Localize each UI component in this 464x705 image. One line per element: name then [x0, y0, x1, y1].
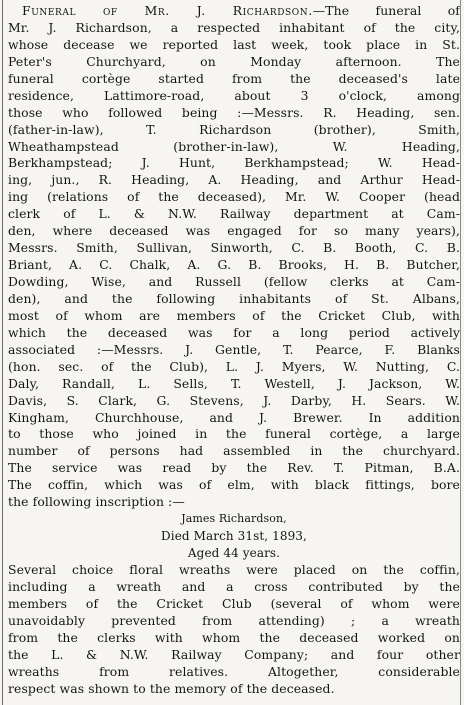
article-line: associated :—Messrs. J. Gentle, T. Pearce, F. Blanks — [8, 341, 460, 357]
inscription-age: Aged 44 years. — [187, 546, 281, 560]
article-line: Mr. J. Richardson, a respected inhabitant of the city, — [8, 19, 460, 35]
article-line: Dowding, Wise, and Russell (fellow clerks at Cam- — [8, 274, 460, 289]
article-line: Briant, A. C. Chalk, A. G. B. Brooks, H. B. Butcher, — [8, 257, 460, 273]
article-line: which the deceased was for a long period actively — [8, 324, 460, 340]
article-line: unavoidably prevented from attending) ; a wreath — [8, 612, 460, 628]
article-first-line — [8, 3, 460, 20]
inscription-date: Died March 31st, 1893, — [161, 529, 307, 544]
column-rule-right — [460, 0, 461, 705]
article-line: ing (relations of the deceased), Mr. W. Cooper (head — [8, 189, 460, 205]
article-line: den), and the following inhabitants of St. Albans, — [8, 290, 460, 306]
article-line: The service was read by the Rev. T. Pitman, B.A. — [8, 460, 460, 476]
article-line: the L. & N.W. Railway Company; and four other — [8, 646, 460, 662]
article-line: Kingham, Churchhouse, and J. Brewer. In addition — [8, 409, 460, 425]
article-line: Berkhampstead; J. Hunt, Berkhampstead; W. Head- — [8, 155, 460, 171]
article-column — [8, 3, 460, 697]
article-line: —The funeral of — [312, 3, 460, 18]
article-line: those who followed being :—Messrs. R. Heading, sen. — [8, 104, 460, 120]
article-line: members of the Cricket Club (several of whom were — [8, 595, 460, 611]
article-line: Daly, Randall, L. Sells, T. Westell, J. Jackson, W. — [8, 375, 460, 391]
article-line: whose decease we reported last week, took place in St. — [8, 36, 460, 52]
article-line: Peter's Churchyard, on Monday afternoon. The — [8, 53, 460, 69]
article-line: Davis, S. Clark, G. Stevens, J. Darby, H. Sears. W. — [8, 392, 460, 408]
inscription-name: James Richardson, — [181, 512, 287, 526]
article-line: most of whom are members of the Cricket Club, with — [8, 307, 460, 323]
article-line: ing, jun., R. Heading, A. Heading, and Arthur Head- — [8, 172, 460, 188]
article-line: Several choice floral wreaths were placed on the coffin, — [8, 561, 460, 577]
article-line: respect was shown to the memory of the deceased. — [8, 680, 335, 696]
article-line: Wheathampstead (brother-in-law), W. Heading, — [8, 138, 460, 154]
article-line: (father-in-law), T. Richardson (brother), Smith, — [8, 121, 460, 137]
column-rule-left — [2, 0, 3, 705]
article-line: Messrs. Smith, Sullivan, Sinworth, C. B. Booth, C. B. — [8, 240, 460, 256]
article-line: number of persons had assembled in the churchyard. — [8, 443, 460, 459]
article-line: funeral cortège started from the deceased's late — [8, 70, 460, 86]
article-line: (hon. sec. of the Club), L. J. Myers, W. Nutting, C. — [8, 358, 460, 374]
article-line: the following inscription :— — [8, 494, 185, 510]
article-line: wreaths from relatives. Altogether, considerable — [8, 663, 460, 679]
article-line: from the clerks with whom the deceased worked on — [8, 629, 460, 645]
article-headline: Funeral of Mr. J. Richardson. — [22, 3, 313, 18]
article-line: clerk of L. & N.W. Railway department at Cam- — [8, 206, 460, 222]
article-line: den, where deceased was engaged for so many years), — [8, 223, 460, 239]
article-line: The coffin, which was of elm, with black fittings, bore — [8, 477, 460, 493]
article-line: to those who joined in the funeral cortège, a large — [8, 426, 460, 442]
article-line: residence, Lattimore-road, about 3 o'clock, among — [8, 87, 460, 103]
article-line: including a wreath and a cross contributed by the — [8, 578, 460, 594]
